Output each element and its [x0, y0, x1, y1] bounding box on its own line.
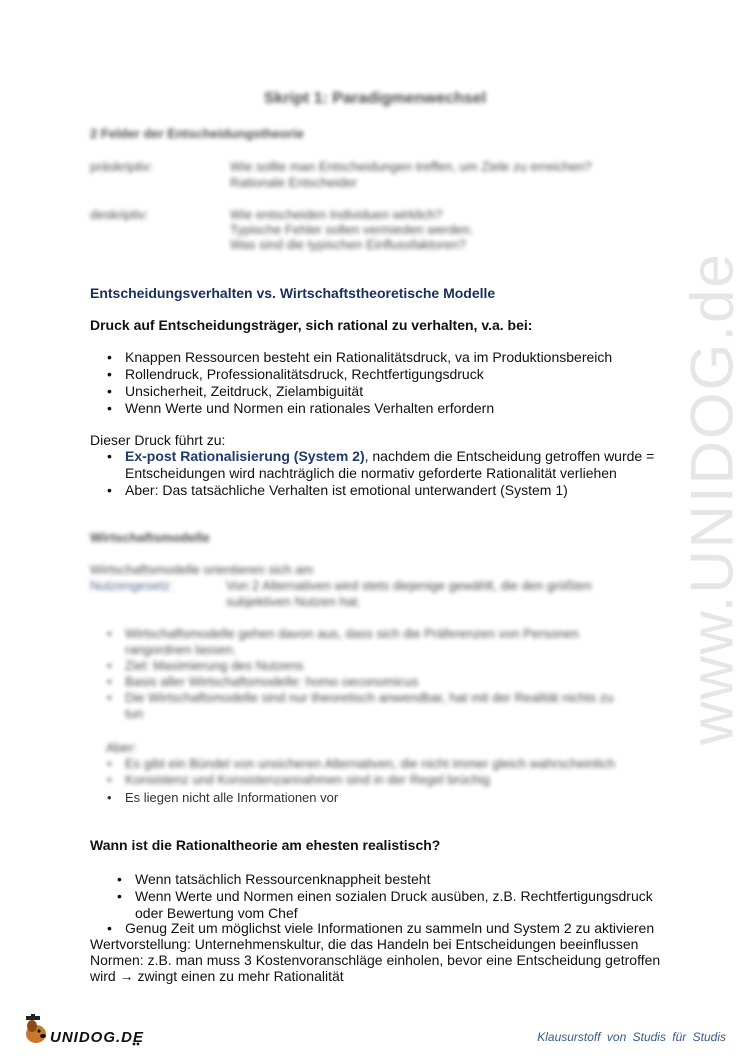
- term-label: Nutzengesetz:: [90, 578, 174, 593]
- section-heading: Wann ist die Rationaltheorie am ehesten realistisch?: [90, 837, 441, 853]
- section-heading: Wirtschaftsmodelle: [90, 530, 210, 545]
- unidog-logo[interactable]: [22, 1014, 152, 1048]
- realism-list: [100, 871, 700, 922]
- list-item: • Genug Zeit um möglichst viele Informationen zu sammeln und System 2 zu aktivieren: [90, 920, 710, 937]
- logo-text: UNIDOG.DE: [50, 1029, 145, 1046]
- list-item: • Wirtschaftsmodelle gehen davon aus, dass sich die Präferenzen von Personen rangordnen lassen.: [90, 626, 620, 658]
- list-item: • Basis aller Wirtschaftsmodelle: homo oeconomicus: [90, 674, 620, 690]
- list-item: • Unsicherheit, Zeitdruck, Zielambiguität: [90, 383, 690, 400]
- aber-label: Aber:: [106, 740, 138, 755]
- list-item: • Es gibt ein Bündel von unsicheren Alternativen, die nicht immer gleich wahrscheinlich: [90, 756, 690, 772]
- realism-list-2: [90, 920, 710, 937]
- consequence-list: [90, 448, 690, 499]
- list-item: • Wenn Werte und Normen ein rationales Verhalten erfordern: [90, 400, 690, 417]
- list-item: • Rollendruck, Professionalitätsdruck, Rechtfertigungsdruck: [90, 366, 690, 383]
- intro-text: Wirtschaftsmodelle orientieren sich am: [90, 562, 314, 577]
- page-title: Skript 1: Paradigmenwechsel: [263, 90, 487, 107]
- body-line: Wertvorstellung: Unternehmenskultur, die das Handeln bei Entscheidungen beeinflussen: [90, 936, 639, 952]
- term-text: subjektiven Nutzen hat.: [226, 594, 362, 609]
- list-item: • Wenn tatsächlich Ressourcenknappheit besteht: [100, 871, 700, 888]
- def-term: präskriptiv:: [90, 159, 153, 174]
- section-subheading: Druck auf Entscheidungsträger, sich rational zu verhalten, v.a. bei:: [90, 317, 533, 333]
- body-line: Normen: z.B. man muss 3 Kostenvoranschläge einholen, bevor eine Entscheidung getroffen: [90, 952, 661, 968]
- pressure-list: [90, 349, 690, 417]
- def-line: Wie sollte man Entscheidungen treffen, um Ziele zu erreichen?: [230, 159, 592, 174]
- section-heading: Entscheidungsverhalten vs. Wirtschaftstheoretische Modelle: [90, 285, 496, 301]
- def-line: Rationale Entscheider: [230, 175, 358, 190]
- list-item: [90, 448, 690, 482]
- list-item: • Knappen Ressourcen besteht ein Rationalitätsdruck, va im Produktionsbereich: [90, 349, 690, 366]
- subtitle: 2 Felder der Entscheidungstheorie: [90, 126, 304, 141]
- def-term: deskriptiv:: [90, 207, 149, 222]
- watermark: www.UNIDOG.de: [678, 252, 746, 745]
- list-item: • Die Wirtschaftsmodelle sind nur theoretisch anwendbar, hat mit der Realität nichts zu tun: [90, 690, 620, 722]
- def-line: Typische Fehler sollen vermieden werden.: [230, 222, 474, 237]
- def-line: Wie entscheiden Individuen wirklich?: [230, 207, 443, 222]
- list-item: • Es liegen nicht alle Informationen vor: [90, 790, 690, 806]
- model-list: [90, 626, 620, 722]
- list-item-text: Entscheidungen wird nachträglich die normativ geforderte Rationalität verliehen: [125, 465, 617, 481]
- last-info-list: [90, 790, 690, 806]
- highlight-term: Ex-post Rationalisierung (System 2): [125, 448, 365, 464]
- lead-text: Dieser Druck führt zu:: [90, 432, 226, 448]
- footer-slogan: Klausurstoff von Studis für Studis: [537, 1030, 726, 1044]
- list-item-text: oder Bewertung vom Chef: [135, 905, 298, 921]
- body-line: wird → zwingt einen zu mehr Rationalität: [90, 968, 344, 984]
- list-item-text: Wenn Werte und Normen einen sozialen Druck ausüben, z.B. Rechtfertigungsdruck: [135, 888, 653, 904]
- dog-icon: [22, 1014, 152, 1048]
- list-item-text: , nachdem die Entscheidung getroffen wurde =: [364, 448, 655, 464]
- list-item: • Aber: Das tatsächliche Verhalten ist emotional unterwandert (System 1): [90, 482, 690, 499]
- term-text: Von 2 Alternativen wird stets diejenige gewählt, die den größten: [226, 578, 592, 593]
- def-line: Was sind die typischen Einflussfaktoren?: [230, 237, 466, 252]
- list-item: • Konsistenz und Konsistenzannahmen sind in der Regel brüchig: [90, 772, 690, 788]
- aber-list: [90, 756, 690, 788]
- list-item: [100, 888, 700, 922]
- list-item: • Ziel: Maximierung des Nutzens: [90, 658, 620, 674]
